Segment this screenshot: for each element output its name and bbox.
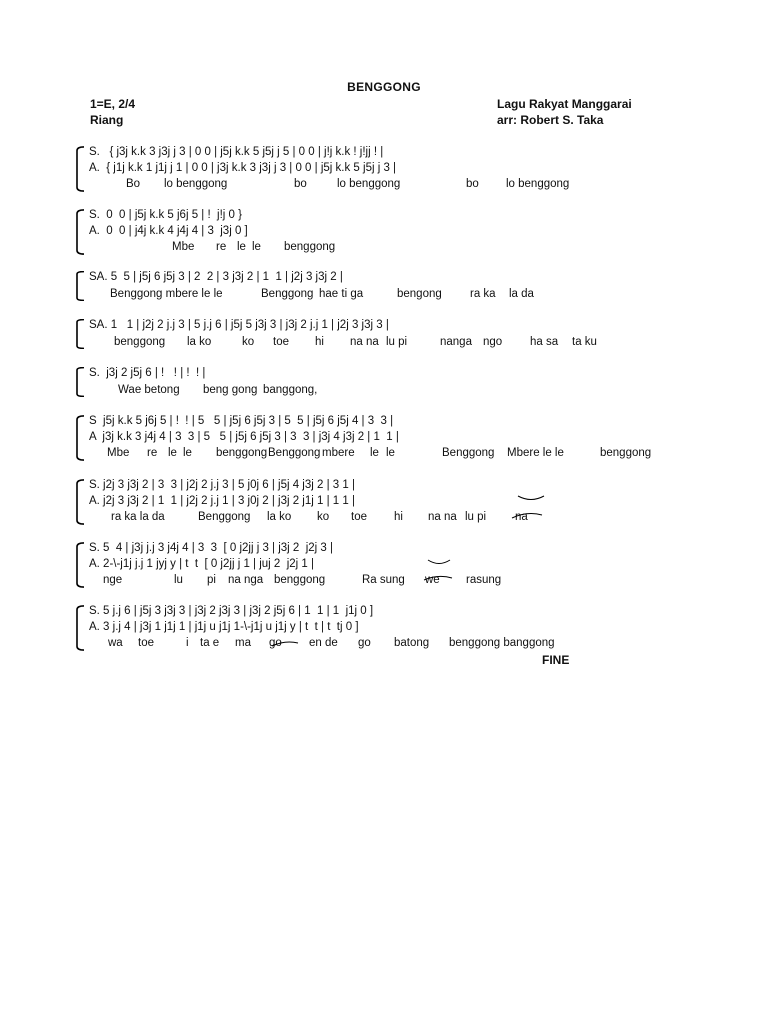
lyric: hi xyxy=(394,511,403,523)
lyric: rasung xyxy=(466,574,502,586)
soprano-notation: S j5j k.k 5 j6j 5 | ! ! | 5 5 | j5j 6 j5j 3 | 5 5 | j5j 6 j5j 4 | 3 3 | xyxy=(89,415,394,427)
soprano-notation: S. 0 0 | j5j k.k 5 j6j 5 | ! j!j 0 } xyxy=(89,209,242,221)
lyric: beng gong xyxy=(203,384,258,396)
system-9 xyxy=(75,604,675,652)
lyric: Benggong mbere le le xyxy=(110,288,223,300)
system-5 xyxy=(75,366,375,398)
lyric: hi xyxy=(315,336,324,348)
lyric: ta ku xyxy=(572,336,597,348)
lyric: la da xyxy=(509,288,534,300)
brace xyxy=(75,542,85,588)
system-7 xyxy=(75,478,675,526)
lyric: lu xyxy=(174,574,183,586)
system-4 xyxy=(75,318,635,350)
lyric: wa xyxy=(108,637,123,649)
song-origin: Lagu Rakyat Manggarai xyxy=(497,97,632,111)
lyric: lu pi xyxy=(465,511,487,523)
lyric: Mbe xyxy=(107,447,130,459)
lyric: re xyxy=(147,447,158,459)
lyric: le xyxy=(168,447,177,459)
lyric: le xyxy=(252,241,261,253)
brace xyxy=(75,209,85,255)
lyric: ra ka la da xyxy=(111,511,165,523)
soprano-notation: S. { j3j k.k 3 j3j j 3 | 0 0 | j5j k.k 5 j5j j 5 | 0 0 | j!j k.k ! j!jj ! | xyxy=(89,146,384,158)
lyric: lo benggong xyxy=(337,178,401,190)
lyric: le xyxy=(237,241,246,253)
lyric: na na xyxy=(428,511,457,523)
slur-mark xyxy=(270,639,300,649)
lyric: nanga xyxy=(440,336,472,348)
lyric: Benggong xyxy=(268,447,321,459)
lyric: benggong xyxy=(600,447,652,459)
lyric: Benggong xyxy=(442,447,495,459)
tempo-marking: Riang xyxy=(90,113,124,127)
lyric: go xyxy=(269,637,282,649)
alto-notation: A. j2j 3 j3j 2 | 1 1 | j2j 2 j.j 1 | 3 j0j 2 | j3j 2 j1j 1 | 1 1 | xyxy=(89,495,355,507)
alto-notation: A. 3 j.j 4 | j3j 1 j1j 1 | j1j u j1j 1-\-j1j u j1j y | t t | t tj 0 ] xyxy=(89,621,359,633)
brace xyxy=(75,415,85,461)
slur-mark xyxy=(426,558,452,568)
alto-notation: A j3j k.k 3 j4j 4 | 3 3 | 5 5 | j5j 6 j5j 3 | 3 3 | j3j 4 j3j 2 | 1 1 | xyxy=(89,431,399,443)
alto-notation: A. 0 0 | j4j k.k 4 j4j 4 | 3 j3j 0 ] xyxy=(89,225,248,237)
lyric: banggong, xyxy=(263,384,318,396)
unison-notation: SA. 5 5 | j5j 6 j5j 3 | 2 2 | 3 j3j 2 | 1 1 | j2j 3 j3j 2 | xyxy=(89,271,343,283)
lyric: Benggong xyxy=(261,288,314,300)
brace xyxy=(75,319,85,349)
lyric: Benggong xyxy=(198,511,251,523)
lyric: bo xyxy=(466,178,479,190)
system-8 xyxy=(75,541,675,589)
lyric: benggong xyxy=(114,336,166,348)
lyric: le xyxy=(370,447,379,459)
lyric: i xyxy=(186,637,189,649)
brace xyxy=(75,146,85,192)
lyric: Mbere le le xyxy=(507,447,564,459)
lyric: we xyxy=(425,574,440,586)
lyric: go xyxy=(358,637,371,649)
lyric: toe xyxy=(351,511,367,523)
lyric: nge xyxy=(103,574,123,586)
lyric: le xyxy=(386,447,395,459)
alto-notation: A. 2-\-j1j j.j 1 jyj y | t t [ 0 j2jj j 1 | juj 2 j2j 1 | xyxy=(89,558,314,570)
lyric: benggong xyxy=(274,574,326,586)
soprano-notation: S. j2j 3 j3j 2 | 3 3 | j2j 2 j.j 3 | 5 j0j 6 | j5j 4 j3j 2 | 3 1 | xyxy=(89,479,355,491)
lyric: ha sa xyxy=(530,336,559,348)
song-title: BENGGONG xyxy=(347,80,421,94)
lyric: la ko xyxy=(267,511,292,523)
brace xyxy=(75,367,85,397)
lyric: benggong xyxy=(284,241,336,253)
lyric: batong xyxy=(394,637,430,649)
soprano-notation: S. 5 4 | j3j j.j 3 j4j 4 | 3 3 [ 0 j2jj j 3 | j3j 2 j2j 3 | xyxy=(89,542,333,554)
lyric: Bo xyxy=(126,178,141,190)
lyric: Ra sung xyxy=(362,574,405,586)
slur-mark xyxy=(510,510,544,520)
lyric: Mbe xyxy=(172,241,195,253)
system-6 xyxy=(75,414,675,462)
lyric: toe xyxy=(138,637,154,649)
lyric: toe xyxy=(273,336,289,348)
lyric: ma xyxy=(235,637,251,649)
brace xyxy=(75,479,85,525)
lyric: benggong xyxy=(216,447,268,459)
lyric: benggong banggong xyxy=(449,637,555,649)
arranger-credit: arr: Robert S. Taka xyxy=(497,113,604,127)
lyric: ko xyxy=(242,336,255,348)
system-1 xyxy=(75,145,675,193)
slur-mark xyxy=(422,573,454,583)
key-time-signature: 1=E, 2/4 xyxy=(90,97,136,111)
alto-notation: A. { j1j k.k 1 j1j j 1 | 0 0 | j3j k.k 3 j3j j 3 | 0 0 | j5j k.k 5 j5j j 3 | xyxy=(89,162,397,174)
lyric: bengong xyxy=(397,288,442,300)
lyric: lo benggong xyxy=(506,178,570,190)
lyric: en de xyxy=(309,637,338,649)
lyric: na nga xyxy=(228,574,264,586)
lyric: re xyxy=(216,241,227,253)
lyric: na xyxy=(515,511,528,523)
brace xyxy=(75,271,85,301)
lyric: hae ti ga xyxy=(319,288,364,300)
slur-mark xyxy=(516,494,546,504)
lyric: ko xyxy=(317,511,330,523)
system-3 xyxy=(75,270,575,302)
lyric: ra ka xyxy=(470,288,496,300)
fine-marking: FINE xyxy=(542,653,570,667)
lyric: le xyxy=(183,447,192,459)
soprano-notation: S. j3j 2 j5j 6 | ! ! | ! ! | xyxy=(89,367,206,379)
lyric: lu pi xyxy=(386,336,408,348)
lyric: ngo xyxy=(483,336,503,348)
soprano-notation: S. 5 j.j 6 | j5j 3 j3j 3 | j3j 2 j3j 3 | j3j 2 j5j 6 | 1 1 | 1 j1j 0 ] xyxy=(89,605,374,617)
lyric: Wae betong xyxy=(118,384,180,396)
lyric: na na xyxy=(350,336,379,348)
system-2 xyxy=(75,208,475,256)
lyric: ta e xyxy=(200,637,220,649)
unison-notation: SA. 1 1 | j2j 2 j.j 3 | 5 j.j 6 | j5j 5 j3j 3 | j3j 2 j.j 1 | j2j 3 j3j 3 | xyxy=(89,319,389,331)
lyric: pi xyxy=(207,574,216,586)
lyric: bo xyxy=(294,178,307,190)
lyric: la ko xyxy=(187,336,212,348)
brace xyxy=(75,605,85,651)
lyric: lo benggong xyxy=(164,178,228,190)
lyric: mbere xyxy=(322,447,355,459)
